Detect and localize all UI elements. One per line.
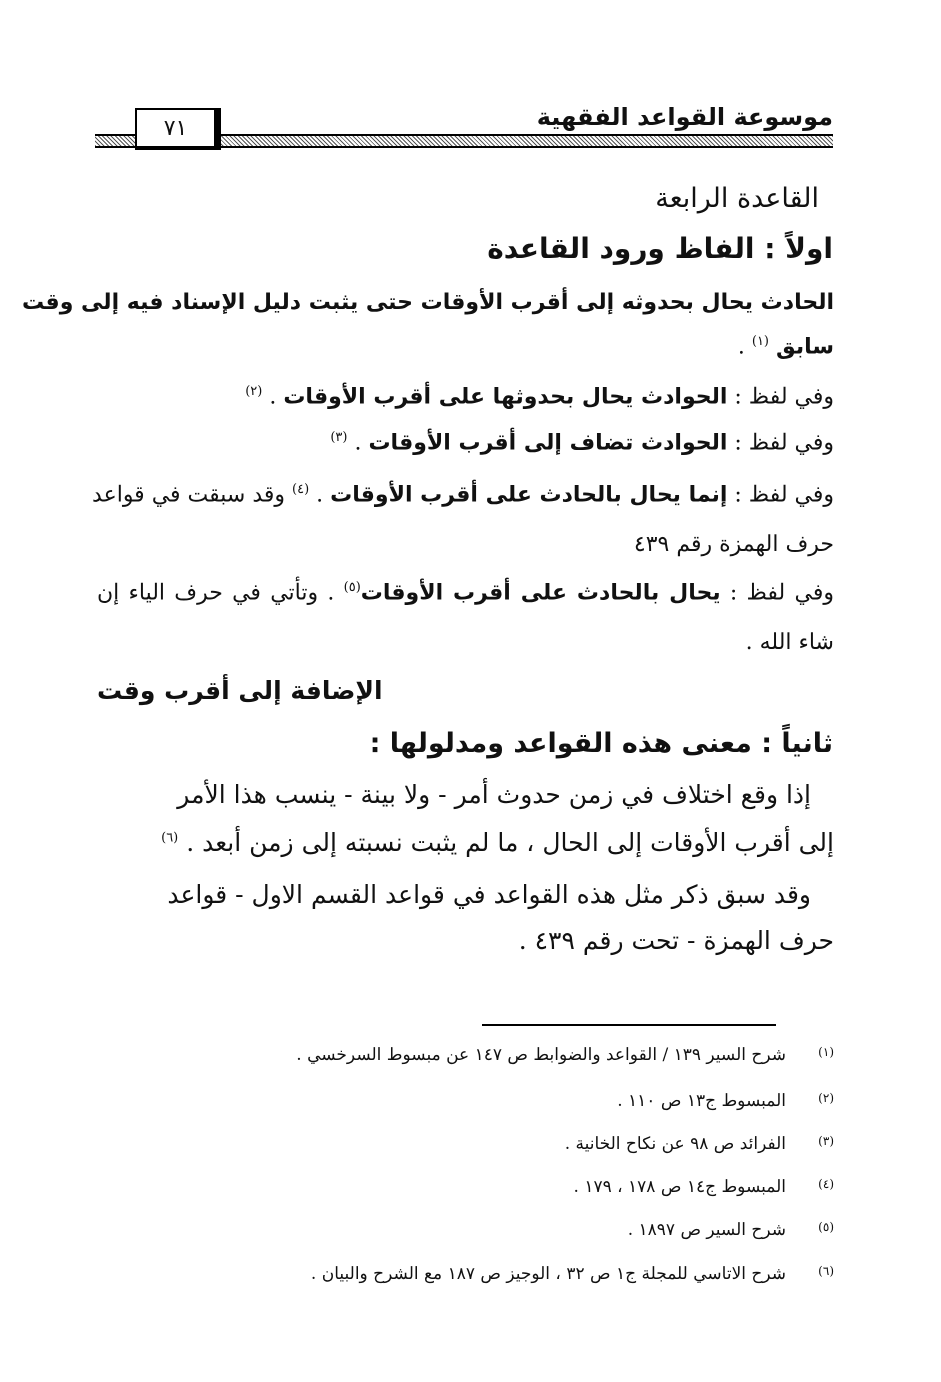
footnote-text: الفرائد ص ٩٨ عن نكاح الخانية .	[564, 1134, 786, 1154]
footnote-text: شرح الاتاسي للمجلة ج١ ص ٣٢ ، الوجيز ص ١٨٧ مع الشرح والبيان .	[310, 1264, 786, 1284]
variant-3-period: .	[309, 482, 331, 508]
variant-3	[92, 482, 834, 508]
part1-heading: اولاً : الفاظ ورود القاعدة	[487, 232, 833, 265]
variant-4	[97, 580, 834, 605]
footnote-ref-2[interactable]: (٢)	[245, 384, 263, 399]
page-number: ٧١	[163, 115, 188, 141]
footnote-3	[565, 1134, 834, 1154]
footnote-ref-1[interactable]: (١)	[751, 334, 769, 349]
rule-text-end: سابق	[776, 334, 834, 360]
meaning-p1-text: إلى أقرب الأوقات إلى الحال ، ما لم يثبت نسبته إلى زمن أبعد .	[178, 828, 834, 857]
subheading: الإضافة إلى أقرب وقت	[97, 676, 383, 705]
variant-2-text: الحوادث تضاف إلى أقرب الأوقات	[368, 430, 728, 456]
meaning-p1-line-2	[161, 828, 834, 857]
meaning-p2-line-2: حرف الهمزة - تحت رقم ٤٣٩ .	[518, 926, 834, 955]
footnote-number: (٤)	[818, 1177, 834, 1191]
footnote-ref-6[interactable]: (٦)	[161, 830, 179, 846]
variant-1-period: .	[262, 384, 284, 410]
variant-1-text: الحوادث يحال بحدوثها على أقرب الأوقات	[283, 384, 728, 410]
footnote-number: (١)	[818, 1045, 834, 1059]
variant-4-line-2: شاء الله .	[745, 630, 834, 655]
variant-2	[330, 430, 834, 455]
footnote-2	[617, 1091, 834, 1111]
variant-2-prefix: وفي لفظ :	[727, 430, 834, 456]
footnote-ref-5[interactable]: (٥)	[343, 580, 361, 595]
footnote-6	[311, 1264, 834, 1284]
footnote-5	[628, 1220, 834, 1240]
variant-4-text: يحال بالحادث على أقرب الأوقات	[360, 580, 721, 606]
variant-3-text: إنما يحال بالحادث على أقرب الأوقات	[330, 482, 728, 508]
footnote-text: شرح السير ص ١٨٩٧ .	[627, 1220, 786, 1240]
variant-4-prefix: وفي لفظ :	[720, 580, 834, 606]
page-number-box	[135, 108, 221, 150]
footnote-4	[574, 1177, 834, 1197]
variant-1-prefix: وفي لفظ :	[727, 384, 834, 410]
section-title: القاعدة الرابعة	[655, 183, 819, 214]
footnote-ref-3[interactable]: (٣)	[330, 430, 348, 445]
variant-3-prefix: وفي لفظ :	[727, 482, 834, 508]
variant-3-continuation: وقد سبقت في قواعد	[92, 482, 286, 508]
variant-2-period: .	[347, 430, 369, 456]
footnote-ref-4[interactable]: (٤)	[292, 482, 310, 497]
rule-text-line-1: الحادث يحال بحدوثه إلى أقرب الأوقات حتى يثبت دليل الإسناد فيه إلى وقت	[22, 290, 834, 315]
variant-3-line-2: حرف الهمزة رقم ٤٣٩	[633, 532, 834, 557]
variant-1	[245, 384, 834, 409]
running-header-title: موسوعة القواعد الفقهية	[531, 101, 833, 133]
meaning-p1-line-1: إذا وقع اختلاف في زمن حدوث أمر - ولا بينة - ينسب هذا الأمر	[177, 780, 811, 809]
footnote-number: (٥)	[818, 1220, 834, 1234]
footnote-text: المبسوط ج١٤ ص ١٧٨ ، ١٧٩ .	[573, 1177, 786, 1197]
part2-heading: ثانياً : معنى هذه القواعد ومدلولها :	[369, 728, 833, 759]
footnote-number: (٦)	[818, 1264, 834, 1278]
meaning-p2-line-1: وقد سبق ذكر مثل هذه القواعد في قواعد القسم الاول - قواعد	[167, 880, 811, 909]
footnote-separator	[482, 1024, 776, 1026]
footnote-number: (٢)	[818, 1091, 834, 1105]
rule-text-line-2	[738, 334, 834, 359]
footnote-text: شرح السير ١٣٩ / القواعد والضوابط ص ١٤٧ عن مبسوط السرخسي .	[296, 1045, 786, 1065]
variant-4-continuation: . وتأتي في حرف الياء إن	[97, 580, 344, 606]
footnote-text: المبسوط ج١٣ ص ١١٠ .	[617, 1091, 786, 1111]
footnote-1	[296, 1045, 834, 1065]
footnote-number: (٣)	[818, 1134, 834, 1148]
rule-text-period: .	[737, 334, 745, 360]
